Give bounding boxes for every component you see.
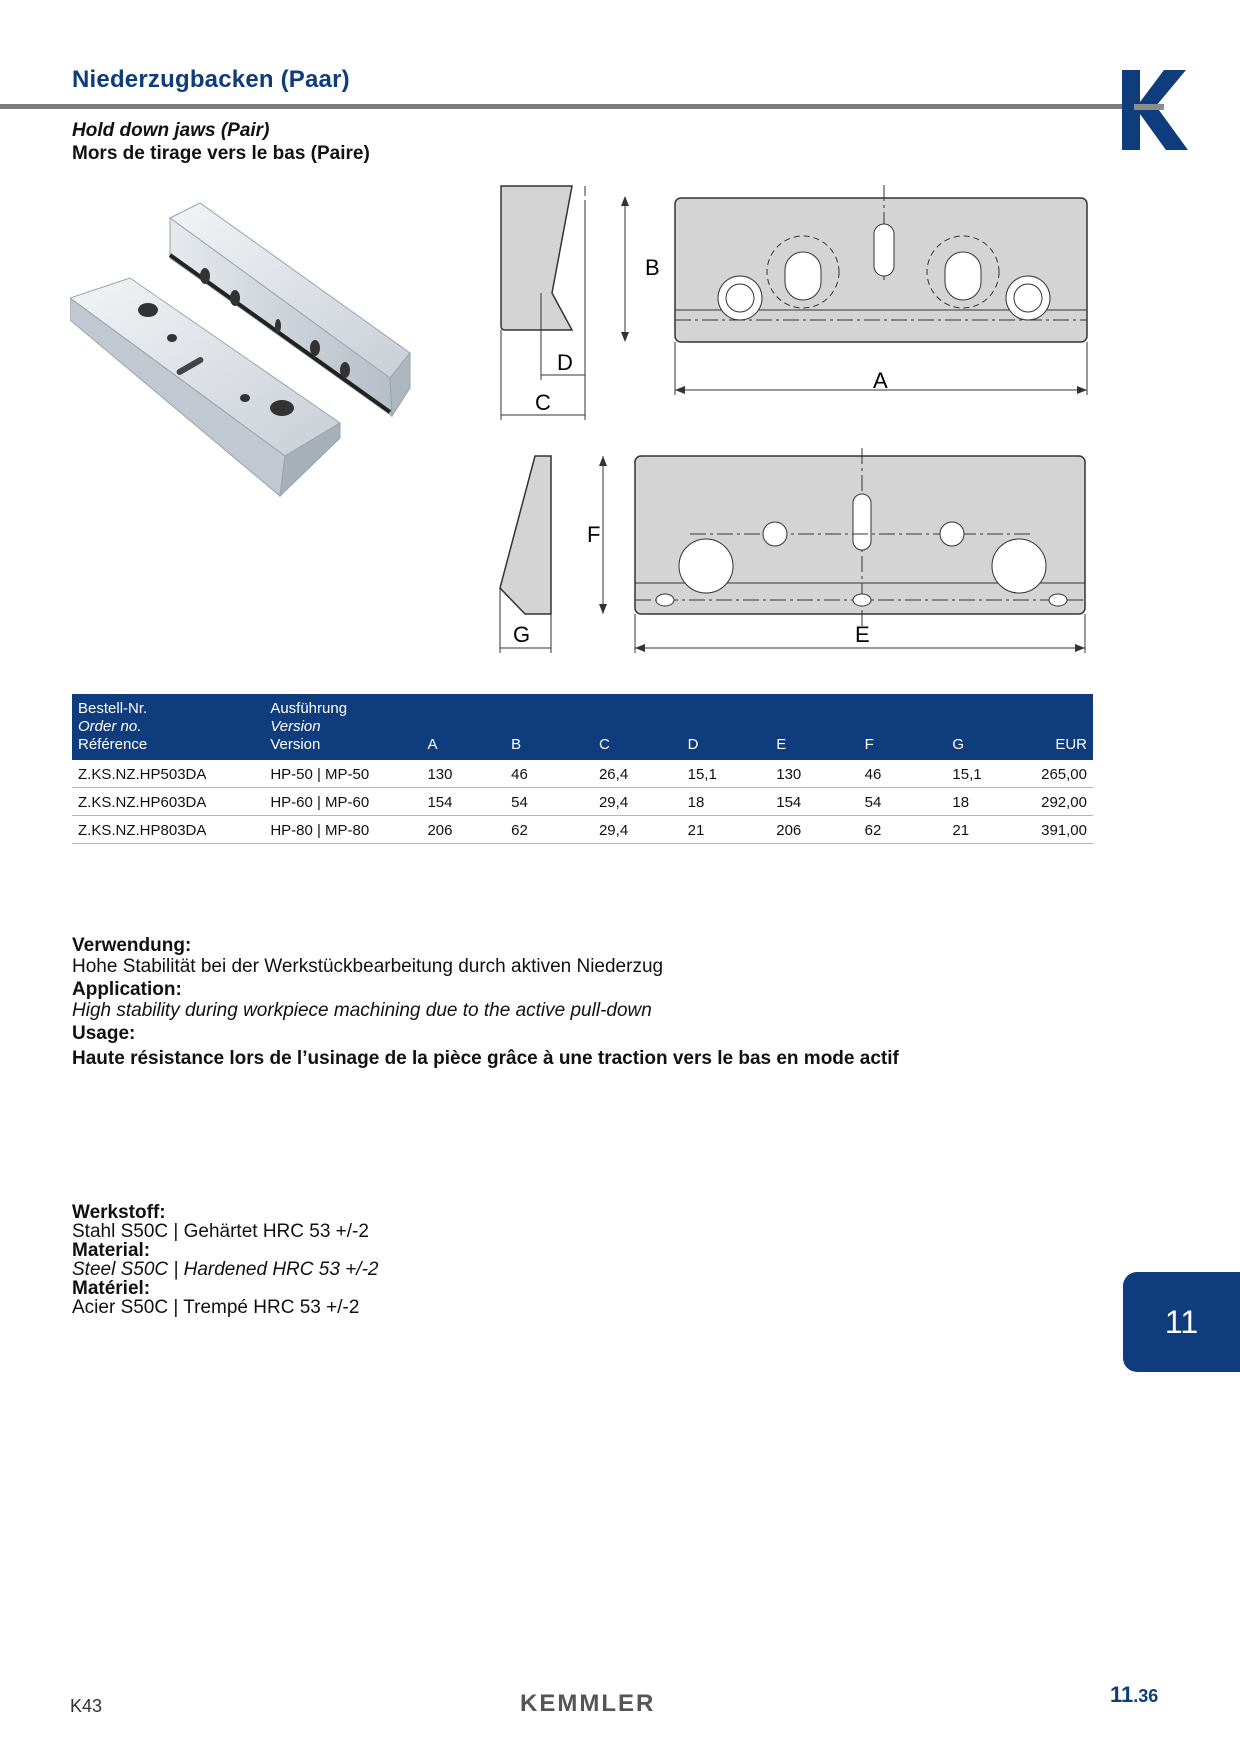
dim-label-a: A [873,368,888,393]
footer-code: K43 [70,1696,103,1716]
dim-label-b: B [645,255,660,280]
cell-version: HP-50 | MP-50 [264,760,421,788]
usage-text-en: High stability during workpiece machining due to the active pull-down [72,1000,652,1021]
cell-eur: 292,00 [1035,788,1093,816]
material-heading-de: Werkstoff: [72,1202,166,1223]
col-f: F [864,736,874,753]
material-heading-en: Material: [72,1240,151,1261]
cell-version: HP-60 | MP-60 [264,788,421,816]
cell-f: 46 [859,760,947,788]
col-g: G [952,736,965,753]
cell-c: 29,4 [593,816,682,844]
material-block [72,1203,378,1317]
subtitle-fr: Mors de tirage vers le bas (Paire) [72,143,370,164]
page-title: Niederzugbacken (Paar) [72,66,350,93]
col-eur: EUR [1055,736,1087,753]
page-chapter: 11 [1110,1682,1134,1707]
material-text-fr: Acier S50C | Trempé HRC 53 +/-2 [72,1297,360,1318]
cell-order: Z.KS.NZ.HP803DA [72,816,264,844]
cell-g: 18 [946,788,1035,816]
usage-heading-fr: Usage: [72,1023,136,1044]
cell-eur: 391,00 [1035,816,1093,844]
subtitle-en: Hold down jaws (Pair) [72,120,270,141]
col-d: D [687,736,699,753]
cell-b: 46 [505,760,593,788]
drawing-top-view [495,180,1095,425]
col-version-de: Ausführung [270,700,348,717]
col-version-en: Version [270,718,321,735]
material-heading-fr: Matériel: [72,1278,151,1299]
cell-f: 62 [859,816,947,844]
table-row [72,816,1093,844]
cell-g: 21 [946,816,1035,844]
cell-d: 15,1 [682,760,771,788]
material-text-de: Stahl S50C | Gehärtet HRC 53 +/-2 [72,1221,369,1242]
usage-text-de: Hohe Stabilität bei der Werkstückbearbeitung durch aktiven Niederzug [72,956,664,977]
cell-eur: 265,00 [1035,760,1093,788]
cell-c: 29,4 [593,788,682,816]
dim-label-c: C [535,390,551,415]
dim-label-f: F [587,522,601,547]
cell-c: 26,4 [593,760,682,788]
header-rule [0,104,1125,109]
col-version [264,694,421,760]
cell-a: 130 [421,760,505,788]
cell-d: 18 [682,788,771,816]
usage-heading-en: Application: [72,979,182,1000]
cell-a: 206 [421,816,505,844]
table-row [72,760,1093,788]
cell-b: 54 [505,788,593,816]
material-text-en: Steel S50C | Hardened HRC 53 +/-2 [72,1259,379,1280]
usage-text-fr: Haute résistance lors de l’usinage de la pièce grâce à une traction vers le bas en mode actif [72,1048,899,1069]
dim-label-d: D [557,350,573,375]
col-order-en: Order no. [78,718,142,735]
page-sub: .36 [1133,1686,1159,1706]
col-version-fr: Version [270,736,321,753]
table-row [72,788,1093,816]
cell-order: Z.KS.NZ.HP603DA [72,788,264,816]
cell-e: 130 [770,760,858,788]
cell-e: 154 [770,788,858,816]
drawing-bottom-view [495,448,1095,658]
cell-order: Z.KS.NZ.HP503DA [72,760,264,788]
col-e: E [776,736,787,753]
footer-brand: KEMMLER [520,1690,656,1717]
cell-b: 62 [505,816,593,844]
col-order-fr: Référence [78,736,148,753]
dim-label-g: G [513,622,531,647]
col-a: A [427,736,438,753]
usage-heading-de: Verwendung: [72,935,192,956]
spec-table [72,694,1093,844]
usage-block [72,935,899,1069]
dim-label-e: E [855,622,870,647]
col-order-de: Bestell-Nr. [78,700,148,717]
col-c: C [598,736,610,753]
cell-a: 154 [421,788,505,816]
cell-f: 54 [859,788,947,816]
page-number [1110,1682,1158,1708]
cell-g: 15,1 [946,760,1035,788]
col-order [72,694,264,760]
cell-e: 206 [770,816,858,844]
chapter-tab[interactable]: 11 [1123,1272,1240,1372]
col-b: B [511,736,522,753]
cell-d: 21 [682,816,771,844]
cell-version: HP-80 | MP-80 [264,816,421,844]
table-header-row [72,694,1093,760]
kemmler-k-logo [1122,70,1190,150]
product-photo [70,198,420,508]
